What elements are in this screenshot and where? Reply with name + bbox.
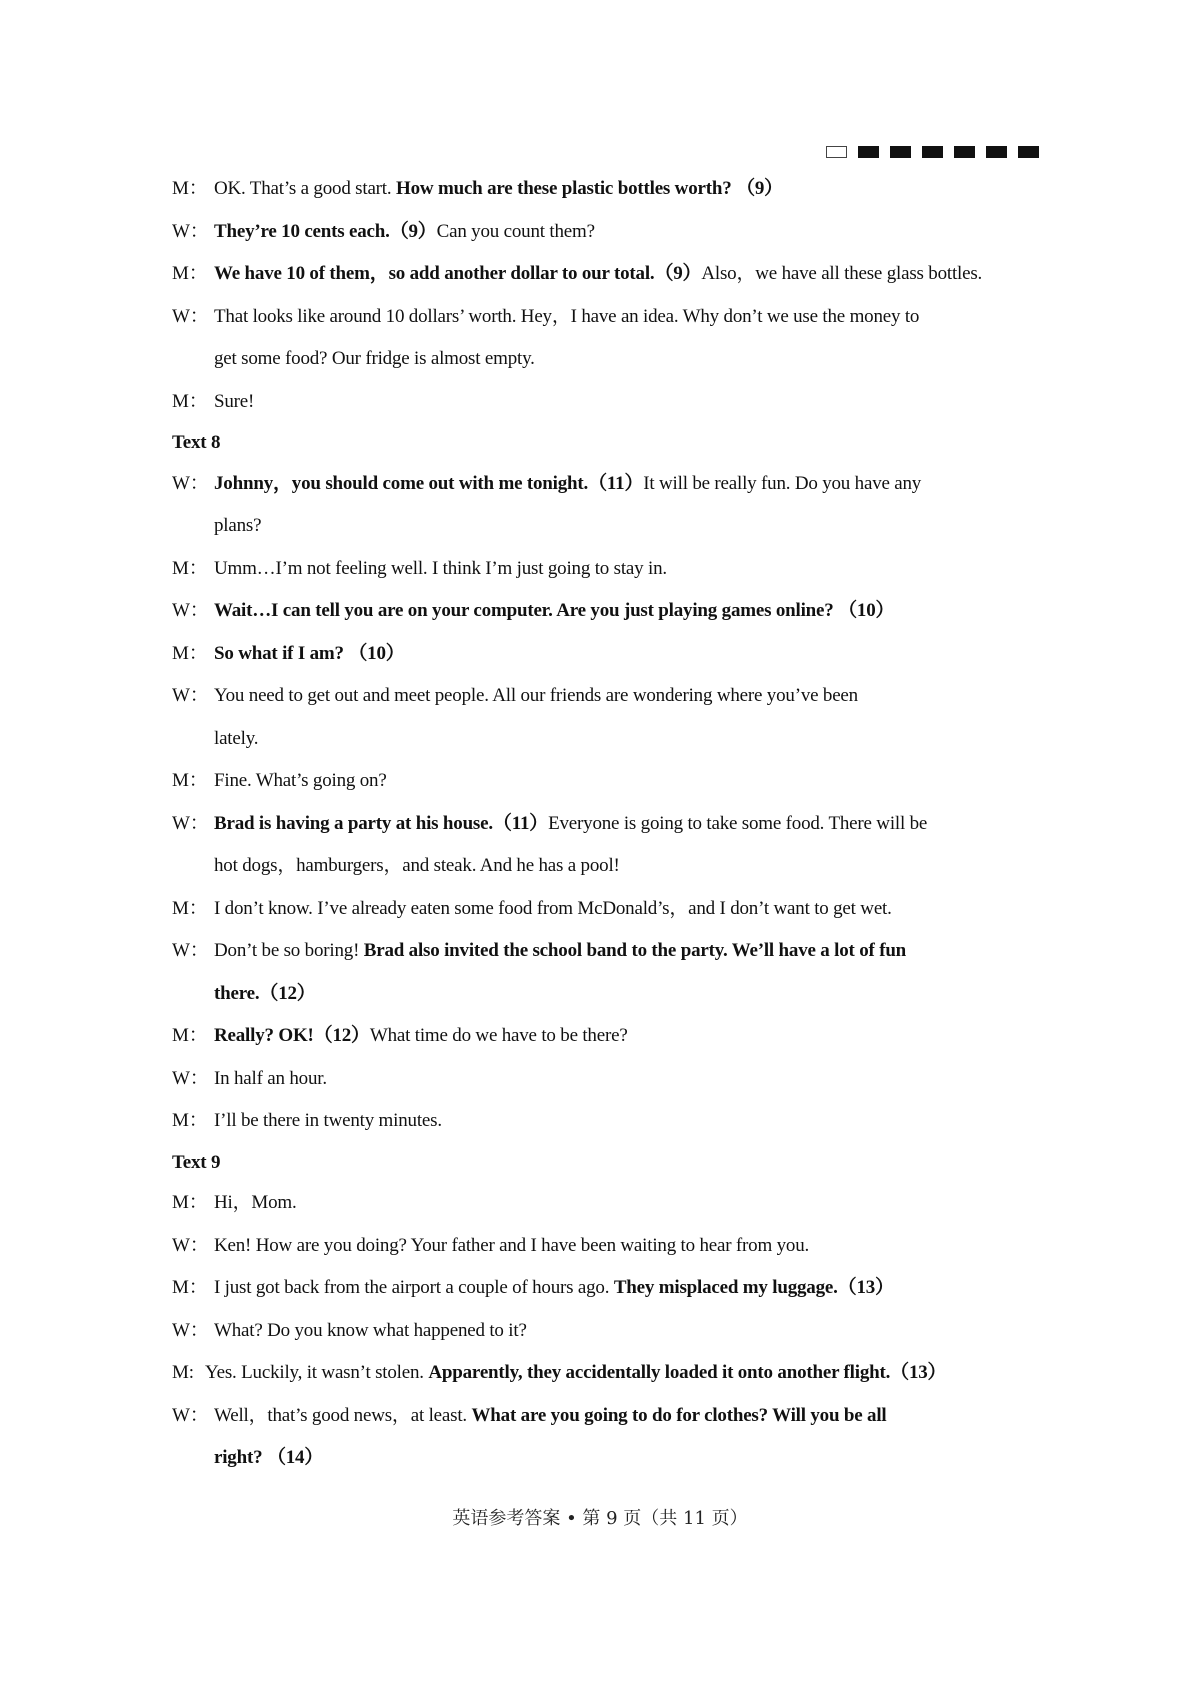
dialogue-line	[172, 1225, 1036, 1268]
dialogue-line	[172, 1352, 1036, 1395]
speaker-label: W：	[172, 600, 209, 621]
dialogue-line-continuation	[172, 973, 1036, 1016]
transcript-body	[172, 168, 1036, 1480]
speaker-label: M：	[172, 390, 208, 412]
dialogue-line-continuation	[172, 338, 1036, 381]
answer-highlight: What are you going to do for clothes? Will you be all	[471, 1404, 887, 1426]
dialogue-line-continuation	[172, 505, 1036, 548]
marker-square-filled	[858, 146, 879, 158]
speaker-label: M：	[172, 263, 208, 284]
speaker-label: W：	[172, 940, 209, 961]
dialogue-text: In half an hour.	[214, 1067, 327, 1089]
answer-highlight: Really? OK!（12）	[214, 1025, 370, 1046]
speaker-label: M：	[172, 897, 208, 919]
answer-highlight: We have 10 of them，so add another dollar to our total.（9）	[214, 263, 702, 284]
speaker-label: M：	[172, 1025, 208, 1046]
marker-square-filled	[890, 146, 911, 158]
dialogue-line	[172, 590, 1036, 633]
dialogue-line	[172, 1058, 1036, 1101]
dialogue-line	[172, 1395, 1036, 1438]
page-footer: 英语参考答案 • 第 9 页（共 11 页）	[452, 1508, 748, 1529]
dialogue-text: It will be really fun. Do you have any	[643, 472, 922, 494]
speaker-label: M：	[172, 770, 208, 791]
dialogue-line-continuation	[172, 1437, 1036, 1480]
speaker-label: W：	[172, 1319, 209, 1341]
speaker-label: W：	[172, 1404, 209, 1426]
dialogue-line	[172, 888, 1036, 931]
dialogue-text: Yes. Luckily, it wasn’t stolen.	[205, 1362, 429, 1383]
dialogue-text: Everyone is going to take some food. There will be	[548, 812, 928, 834]
answer-highlight: They’re 10 cents each.（9）	[214, 220, 437, 242]
speaker-label: W：	[172, 1067, 209, 1089]
answer-highlight: there.（12）	[214, 982, 316, 1004]
marker-square-empty	[826, 146, 847, 158]
section-heading: Text 8	[172, 432, 221, 453]
dialogue-text: Umm…I’m not feeling well. I think I’m just going to stay in.	[214, 557, 667, 579]
dialogue-text: I don’t know. I’ve already eaten some food from McDonald’s，and I don’t want to get wet.	[214, 897, 892, 919]
speaker-label: M：	[172, 557, 208, 579]
answer-highlight: Brad is having a party at his house.（11）	[214, 812, 549, 834]
dialogue-line	[172, 211, 1036, 254]
dialogue-line	[172, 1182, 1036, 1225]
dialogue-line	[172, 760, 1036, 803]
speaker-label: M：	[172, 1110, 208, 1131]
answer-highlight: Brad also invited the school band to the party. We’ll have a lot of fun	[363, 940, 907, 961]
dialogue-text: plans?	[214, 515, 262, 536]
dialogue-text: Ken! How are you doing? Your father and I have been waiting to hear from you.	[214, 1234, 810, 1256]
dialogue-line	[172, 463, 1036, 506]
dialogue-text: That looks like around 10 dollars’ worth. Hey，I have an idea. Why don’t we use the money to	[214, 305, 920, 327]
dialogue-text: You need to get out and meet people. All our friends are wondering where you’ve been	[214, 685, 858, 706]
answer-highlight: They misplaced my luggage.（13）	[613, 1277, 894, 1298]
dialogue-text: What? Do you know what happened to it?	[214, 1319, 527, 1341]
speaker-label: W：	[172, 1234, 209, 1256]
speaker-label: M:	[172, 1362, 194, 1383]
dialogue-text: lately.	[214, 727, 259, 749]
section-heading: Text 9	[172, 1151, 221, 1173]
dialogue-line	[172, 548, 1036, 591]
dialogue-line	[172, 633, 1036, 676]
marker-square-filled	[1018, 146, 1039, 158]
answer-highlight: right? （14）	[214, 1447, 324, 1468]
speaker-label: M：	[172, 178, 208, 199]
speaker-label: M：	[172, 1277, 208, 1298]
dialogue-text: Also，we have all these glass bottles.	[701, 263, 983, 284]
marker-square-filled	[986, 146, 1007, 158]
answer-highlight: Wait…I can tell you are on your computer. Are you just playing games online? （10）	[214, 600, 895, 621]
dialogue-text: What time do we have to be there?	[369, 1025, 628, 1046]
dialogue-text: Sure!	[214, 390, 255, 412]
dialogue-text: I just got back from the airport a couple of hours ago.	[214, 1277, 614, 1298]
speaker-label: M：	[172, 1192, 208, 1213]
marker-square-filled	[954, 146, 975, 158]
answer-highlight: Johnny，you should come out with me tonight.（11）	[214, 472, 644, 494]
dialogue-line	[172, 296, 1036, 339]
dialogue-line	[172, 168, 1036, 211]
dialogue-text: Well，that’s good news，at least.	[214, 1404, 472, 1426]
dialogue-line	[172, 1267, 1036, 1310]
speaker-label: W：	[172, 685, 209, 706]
dialogue-text: Fine. What’s going on?	[214, 770, 387, 791]
answer-highlight: How much are these plastic bottles worth? （9）	[396, 178, 783, 199]
speaker-label: M：	[172, 642, 208, 664]
dialogue-text: hot dogs，hamburgers，and steak. And he has a pool!	[214, 855, 620, 876]
marker-square-filled	[922, 146, 943, 158]
dialogue-line	[172, 1100, 1036, 1143]
dialogue-text: Can you count them?	[436, 220, 595, 242]
dialogue-line	[172, 930, 1036, 973]
dialogue-line	[172, 1015, 1036, 1058]
speaker-label: W：	[172, 220, 209, 242]
page-corner-marker	[826, 146, 1039, 158]
dialogue-text: Don’t be so boring!	[214, 940, 364, 961]
dialogue-text: OK. That’s a good start.	[214, 178, 396, 199]
dialogue-line	[172, 675, 1036, 718]
dialogue-line	[172, 803, 1036, 846]
dialogue-line	[172, 1310, 1036, 1353]
answer-highlight: Apparently, they accidentally loaded it onto another flight.（13）	[428, 1362, 947, 1383]
answer-highlight: So what if I am? （10）	[214, 642, 405, 664]
dialogue-line-continuation	[172, 845, 1036, 888]
dialogue-line	[172, 253, 1036, 296]
dialogue-text: get some food? Our fridge is almost empty.	[214, 348, 535, 369]
dialogue-line-continuation	[172, 718, 1036, 761]
speaker-label: W：	[172, 812, 209, 834]
dialogue-line	[172, 381, 1036, 424]
dialogue-text: Hi，Mom.	[214, 1192, 297, 1213]
speaker-label: W：	[172, 305, 209, 327]
dialogue-text: I’ll be there in twenty minutes.	[214, 1110, 442, 1131]
speaker-label: W：	[172, 472, 209, 494]
